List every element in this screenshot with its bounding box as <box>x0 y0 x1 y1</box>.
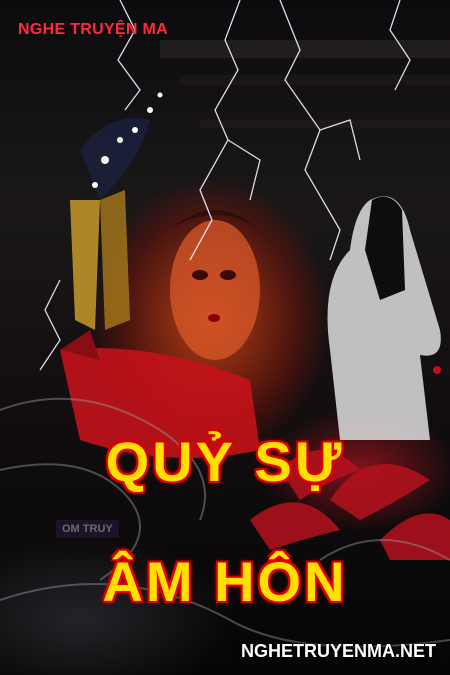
watermark-logo: OM TRUY <box>56 520 119 538</box>
story-title-line-1: QUỶ SỰ <box>105 430 345 493</box>
site-label: NGHE TRUYỆN MA <box>18 21 168 38</box>
story-title-line-2: ÂM HÔN <box>102 550 348 613</box>
headdress-ornament <box>70 93 163 331</box>
white-ghost <box>328 196 442 440</box>
site-url: NGHETRUYENMA.NET <box>240 641 436 661</box>
opera-face <box>170 210 260 360</box>
